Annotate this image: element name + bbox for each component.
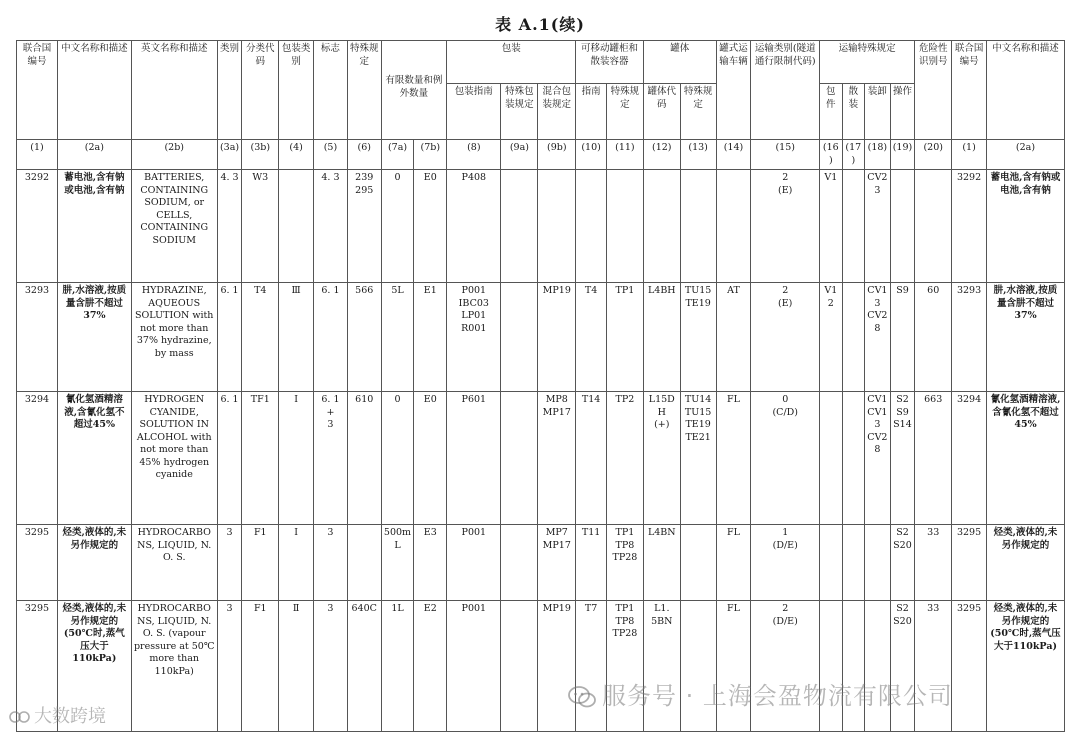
cell-hazard-id: 663 [915, 392, 952, 525]
cell-packing-instruction: P408 [447, 170, 501, 283]
cell-un-number-right: 3294 [952, 392, 987, 525]
column-number: (13) [680, 140, 716, 170]
cell-special-packing [501, 283, 538, 392]
cell-tank-code-special [680, 170, 716, 283]
cell-tank-code: L4BN [643, 525, 680, 601]
cell-limited-quantity: 0 [381, 170, 414, 283]
cell-t-operation [890, 170, 915, 283]
cell-class-code: T4 [242, 283, 279, 392]
cell-mixed-packing: MP19 [538, 283, 576, 392]
cell-tank-code: L15DH (+) [643, 392, 680, 525]
cell-t-packages: V12 [820, 283, 843, 392]
cell-tank-instruction: T14 [576, 392, 607, 525]
cell-tank-instruction: T11 [576, 525, 607, 601]
cell-t-packages: V1 [820, 170, 843, 283]
cell-tank-instruction: T7 [576, 601, 607, 732]
cell-un-number: 3295 [17, 525, 58, 601]
watermark-right-text: 服务号 · 上海会盈物流有限公司 [602, 682, 953, 710]
cell-packing-group: Ⅱ [279, 601, 314, 732]
cell-t-loading [865, 601, 891, 732]
cell-t-loading [865, 525, 891, 601]
cell-t-operation: S2 S9 S14 [890, 392, 915, 525]
cell-t-loading: CV13 CV28 [865, 283, 891, 392]
header-cn-name-right: 中文名称和描述 [986, 41, 1064, 140]
header-hazard-id: 危险性识别号 [915, 41, 952, 140]
cell-mixed-packing: MP19 [538, 601, 576, 732]
header-packing-group: 包装类别 [279, 41, 314, 140]
header-un-no: 联合国编号 [17, 41, 58, 140]
header-en-name: 英文名称和描述 [131, 41, 217, 140]
cell-packing-group [279, 170, 314, 283]
column-number: (1) [17, 140, 58, 170]
cell-class-code: F1 [242, 525, 279, 601]
cell-hazard-id: 33 [915, 601, 952, 732]
cell-hazard-id: 60 [915, 283, 952, 392]
column-number: (20) [915, 140, 952, 170]
header-packaging: 包装 [447, 41, 576, 84]
column-number: (2b) [131, 140, 217, 170]
logo-icon [8, 709, 32, 725]
cell-cn-name: 氰化氢酒精溶液,含氰化氢不超过45% [57, 392, 131, 525]
cell-packing-group: I [279, 392, 314, 525]
cell-class: 6. 1 [217, 392, 242, 525]
header-cn-name: 中文名称和描述 [57, 41, 131, 140]
column-number: (15) [751, 140, 820, 170]
cell-mixed-packing: MP7 MP17 [538, 525, 576, 601]
cell-limited-quantity: 0 [381, 392, 414, 525]
cell-transport-category: 2 (E) [751, 170, 820, 283]
cell-tank-vehicle: AT [716, 283, 751, 392]
cell-special-packing [501, 525, 538, 601]
cell-en-name: HYDROCARBONS, LIQUID, N. O. S. [131, 525, 217, 601]
cell-t-operation: S9 [890, 283, 915, 392]
cell-label: 3 [314, 601, 348, 732]
cell-t-packages [820, 525, 843, 601]
cell-class-code: F1 [242, 601, 279, 732]
cell-tank-code-special [680, 525, 716, 601]
cell-special-provisions: 239 295 [347, 170, 381, 283]
table-title: 表 A.1(续) [495, 15, 585, 34]
column-number: (1) [952, 140, 987, 170]
cell-tank-instruction [576, 170, 607, 283]
cell-tank-special: TP1 [606, 283, 643, 392]
cell-un-number: 3293 [17, 283, 58, 392]
cell-excepted-quantity: E1 [414, 283, 447, 392]
cell-t-packages [820, 392, 843, 525]
cell-special-provisions: 610 [347, 392, 381, 525]
cell-tank-special: TP2 [606, 392, 643, 525]
cell-excepted-quantity: E3 [414, 525, 447, 601]
cell-class-code: W3 [242, 170, 279, 283]
cell-excepted-quantity: E0 [414, 392, 447, 525]
cell-tank-vehicle [716, 170, 751, 283]
cell-cn-name-right: 烃类,液体的,未另作规定的 [986, 525, 1064, 601]
header-tank-vehicle: 罐式运输车辆 [716, 41, 751, 140]
cell-special-provisions [347, 525, 381, 601]
header-un-no-right: 联合国编号 [952, 41, 987, 140]
table-row [17, 283, 1065, 392]
table-row [17, 392, 1065, 525]
cell-mixed-packing [538, 170, 576, 283]
column-number: (14) [716, 140, 751, 170]
header-adr-tank: 罐体 [643, 41, 716, 84]
cell-tank-vehicle: FL [716, 601, 751, 732]
cell-transport-category: 2 (E) [751, 283, 820, 392]
column-number: (7b) [414, 140, 447, 170]
cell-t-bulk [842, 601, 865, 732]
cell-class: 3 [217, 601, 242, 732]
dangerous-goods-table [16, 40, 1065, 732]
cell-packing-instruction: P001 [447, 525, 501, 601]
cell-t-bulk [842, 392, 865, 525]
cell-class: 3 [217, 525, 242, 601]
cell-cn-name-right: 氰化氢酒精溶液,含氰化氢不超过45% [986, 392, 1064, 525]
cell-class: 6. 1 [217, 283, 242, 392]
cell-un-number-right: 3295 [952, 601, 987, 732]
header-tank-code: 罐体代码 [643, 84, 680, 140]
column-number: (9a) [501, 140, 538, 170]
cell-un-number: 3295 [17, 601, 58, 732]
header-tank-instr: 指南 [576, 84, 607, 140]
cell-un-number: 3292 [17, 170, 58, 283]
header-t-packages: 包件 [820, 84, 843, 140]
column-number: (12) [643, 140, 680, 170]
cell-t-bulk [842, 283, 865, 392]
table-row [17, 601, 1065, 732]
cell-tank-code: L1. 5BN [643, 601, 680, 732]
header-class: 类别 [217, 41, 242, 140]
cell-special-packing [501, 601, 538, 732]
cell-tank-vehicle: FL [716, 392, 751, 525]
table-row [17, 170, 1065, 283]
cell-un-number-right: 3292 [952, 170, 987, 283]
cell-packing-instruction: P001 IBC03 LP01 R001 [447, 283, 501, 392]
header-special-provisions: 特殊规定 [347, 41, 381, 140]
cell-label: 6. 1 [314, 283, 348, 392]
cell-limited-quantity: 1L [381, 601, 414, 732]
column-number: (11) [606, 140, 643, 170]
cell-tank-code: L4BH [643, 283, 680, 392]
cell-t-packages [820, 601, 843, 732]
cell-special-provisions: 640C [347, 601, 381, 732]
cell-tank-special: TP1 TP8 TP28 [606, 525, 643, 601]
column-number: (18) [865, 140, 891, 170]
cell-un-number: 3294 [17, 392, 58, 525]
cell-packing-group: Ⅲ [279, 283, 314, 392]
header-label: 标志 [314, 41, 348, 140]
column-number: (4) [279, 140, 314, 170]
column-number: (3a) [217, 140, 242, 170]
cell-cn-name: 烃类,液体的,未另作规定的 [57, 525, 131, 601]
header-tank-code-special: 特殊规定 [680, 84, 716, 140]
cell-cn-name-right: 烃类,液体的,未另作规定的(50℃时,蒸气压大于110kPa) [986, 601, 1064, 732]
cell-tank-code-special: TU14 TU15 TE19 TE21 [680, 392, 716, 525]
cell-cn-name-right: 肼,水溶液,按质量含肼不超过37% [986, 283, 1064, 392]
cell-limited-quantity: 500mL [381, 525, 414, 601]
header-mixed-packing: 混合包装规定 [538, 84, 576, 140]
header-tank-special: 特殊规定 [606, 84, 643, 140]
watermark-right [568, 676, 953, 711]
cell-t-operation: S2 S20 [890, 601, 915, 732]
cell-mixed-packing: MP8 MP17 [538, 392, 576, 525]
cell-cn-name-right: 蓄电池,含有钠或电池,含有钠 [986, 170, 1064, 283]
column-number: (9b) [538, 140, 576, 170]
header-t-operation: 操作 [890, 84, 915, 140]
header-portable-tanks: 可移动罐柜和散装容器 [576, 41, 644, 84]
header-t-bulk: 散装 [842, 84, 865, 140]
header-special-packing: 特殊包装规定 [501, 84, 538, 140]
header-transport-special: 运输特殊规定 [820, 41, 915, 84]
cell-label: 6. 1 + 3 [314, 392, 348, 525]
cell-un-number-right: 3295 [952, 525, 987, 601]
cell-tank-vehicle: FL [716, 525, 751, 601]
header-transport-category: 运输类别(隧道通行限制代码) [751, 41, 820, 140]
cell-hazard-id [915, 170, 952, 283]
cell-packing-instruction: P601 [447, 392, 501, 525]
column-number: (2a) [986, 140, 1064, 170]
cell-en-name: HYDROCARBONS, LIQUID, N. O. S. (vapour pressure at 50℃ more than 110kPa) [131, 601, 217, 732]
cell-t-bulk [842, 525, 865, 601]
cell-tank-code-special: TU15 TE19 [680, 283, 716, 392]
column-number: (7a) [381, 140, 414, 170]
column-number: (6) [347, 140, 381, 170]
cell-en-name: HYDRAZINE, AQUEOUS SOLUTION with not more than 37% hydrazine, by mass [131, 283, 217, 392]
cell-t-operation: S2 S20 [890, 525, 915, 601]
wechat-icon [568, 686, 596, 708]
cell-packing-instruction: P001 [447, 601, 501, 732]
cell-special-packing [501, 392, 538, 525]
column-number: (3b) [242, 140, 279, 170]
cell-t-loading: CV1 CV13 CV28 [865, 392, 891, 525]
cell-packing-group: I [279, 525, 314, 601]
cell-un-number-right: 3293 [952, 283, 987, 392]
header-limited-quantity: 有限数量和例外数量 [381, 41, 447, 140]
table-row [17, 525, 1065, 601]
cell-transport-category: 1 (D/E) [751, 525, 820, 601]
watermark-left-text: 大数跨境 [34, 706, 106, 727]
header-packing-instr: 包装指南 [447, 84, 501, 140]
cell-hazard-id: 33 [915, 525, 952, 601]
cell-label: 4. 3 [314, 170, 348, 283]
cell-transport-category: 2 (D/E) [751, 601, 820, 732]
cell-t-bulk [842, 170, 865, 283]
header-class-code: 分类代码 [242, 41, 279, 140]
column-number: (8) [447, 140, 501, 170]
column-number: (2a) [57, 140, 131, 170]
cell-tank-special [606, 170, 643, 283]
header-t-loading: 装卸 [865, 84, 891, 140]
cell-cn-name: 烃类,液体的,未另作规定的(50℃时,蒸气压大于110kPa) [57, 601, 131, 732]
column-number: (17) [842, 140, 865, 170]
watermark-left [8, 702, 106, 728]
column-number: (19) [890, 140, 915, 170]
cell-limited-quantity: 5L [381, 283, 414, 392]
cell-excepted-quantity: E2 [414, 601, 447, 732]
cell-excepted-quantity: E0 [414, 170, 447, 283]
cell-t-loading: CV23 [865, 170, 891, 283]
cell-class: 4. 3 [217, 170, 242, 283]
cell-tank-instruction: T4 [576, 283, 607, 392]
cell-tank-code [643, 170, 680, 283]
cell-tank-code-special [680, 601, 716, 732]
cell-cn-name: 肼,水溶液,按质量含肼不超过37% [57, 283, 131, 392]
cell-cn-name: 蓄电池,含有钠或电池,含有钠 [57, 170, 131, 283]
cell-transport-category: 0 (C/D) [751, 392, 820, 525]
cell-en-name: BATTERIES, CONTAINING SODIUM, or CELLS, CONTAINING SODIUM [131, 170, 217, 283]
column-number: (5) [314, 140, 348, 170]
cell-tank-special: TP1 TP8 TP28 [606, 601, 643, 732]
column-number: (10) [576, 140, 607, 170]
cell-special-packing [501, 170, 538, 283]
cell-label: 3 [314, 525, 348, 601]
cell-special-provisions: 566 [347, 283, 381, 392]
cell-class-code: TF1 [242, 392, 279, 525]
column-number: (16) [820, 140, 843, 170]
cell-en-name: HYDROGEN CYANIDE, SOLUTION IN ALCOHOL with not more than 45% hydrogen cyanide [131, 392, 217, 525]
